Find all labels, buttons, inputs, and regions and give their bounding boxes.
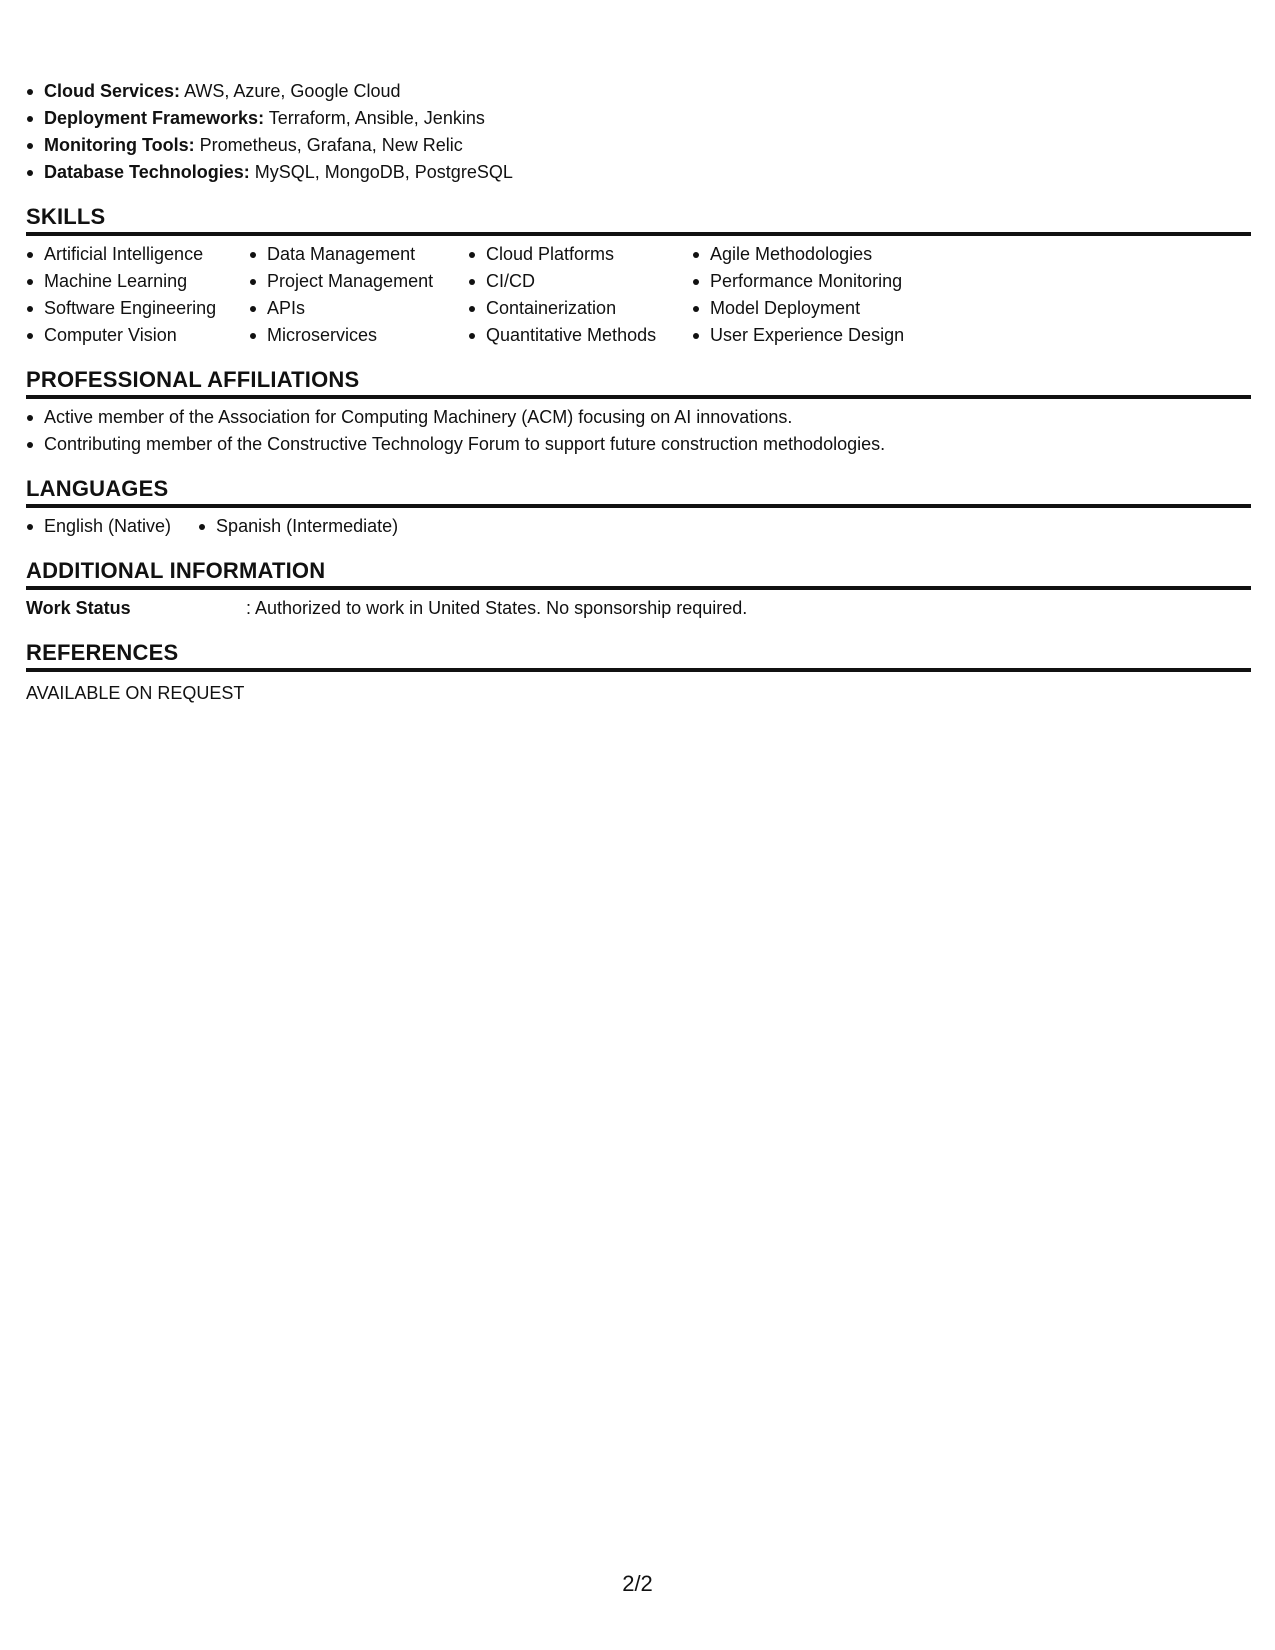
- skills-column: [26, 241, 249, 349]
- list-item: [26, 78, 1251, 105]
- skill-item: Containerization: [468, 295, 692, 322]
- additional-info-section: [26, 557, 1251, 622]
- tech-value: AWS, Azure, Google Cloud: [184, 81, 401, 101]
- tech-label: Database Technologies:: [44, 162, 250, 182]
- section-title: ADDITIONAL INFORMATION: [26, 557, 1251, 590]
- section-title: LANGUAGES: [26, 475, 1251, 508]
- list-item: [26, 159, 1251, 186]
- section-title: REFERENCES: [26, 639, 1251, 672]
- skill-item: Agile Methodologies: [692, 241, 952, 268]
- tech-label: Deployment Frameworks:: [44, 108, 265, 128]
- references-text: AVAILABLE ON REQUEST: [26, 683, 245, 703]
- skills-section: [26, 203, 1251, 349]
- skill-item: Computer Vision: [26, 322, 249, 349]
- skill-item: CI/CD: [468, 268, 692, 295]
- skill-item: Microservices: [249, 322, 468, 349]
- affiliations-list: [26, 404, 1251, 458]
- work-status-label: Work Status: [26, 598, 131, 618]
- tech-label: Cloud Services:: [44, 81, 181, 101]
- skill-item: Performance Monitoring: [692, 268, 952, 295]
- languages-list: [26, 513, 1251, 540]
- tech-value: MySQL, MongoDB, PostgreSQL: [254, 162, 513, 182]
- work-status-row: [26, 595, 1251, 622]
- technologies-list: [26, 78, 1251, 186]
- tech-value: Terraform, Ansible, Jenkins: [268, 108, 485, 128]
- list-item: Active member of the Association for Computing Machinery (ACM) focusing on AI innovations.: [26, 404, 1251, 431]
- skill-item: Quantitative Methods: [468, 322, 692, 349]
- skill-item: User Experience Design: [692, 322, 952, 349]
- skill-item: Artificial Intelligence: [26, 241, 249, 268]
- affiliations-section: [26, 366, 1251, 458]
- skill-item: Cloud Platforms: [468, 241, 692, 268]
- skill-item: Data Management: [249, 241, 468, 268]
- list-item: Contributing member of the Constructive Technology Forum to support future construction methodologies.: [26, 431, 1251, 458]
- skills-column: [249, 241, 468, 349]
- skills-column: [692, 241, 952, 349]
- resume-page: [26, 78, 1251, 707]
- skill-item: Model Deployment: [692, 295, 952, 322]
- references-section: [26, 639, 1251, 707]
- skill-item: Software Engineering: [26, 295, 249, 322]
- section-title: PROFESSIONAL AFFILIATIONS: [26, 366, 1251, 399]
- section-title: SKILLS: [26, 203, 1251, 236]
- skill-item: Project Management: [249, 268, 468, 295]
- language-item: Spanish (Intermediate): [198, 513, 398, 540]
- page-number: 2/2: [622, 1571, 653, 1596]
- list-item: [26, 132, 1251, 159]
- languages-section: [26, 475, 1251, 540]
- language-item: English (Native): [26, 513, 171, 540]
- skills-grid: [26, 241, 1251, 349]
- skills-column: [468, 241, 692, 349]
- list-item: [26, 105, 1251, 132]
- skill-item: APIs: [249, 295, 468, 322]
- skill-item: Machine Learning: [26, 268, 249, 295]
- tech-value: Prometheus, Grafana, New Relic: [199, 135, 463, 155]
- tech-label: Monitoring Tools:: [44, 135, 195, 155]
- work-status-value: : Authorized to work in United States. No sponsorship required.: [246, 598, 748, 618]
